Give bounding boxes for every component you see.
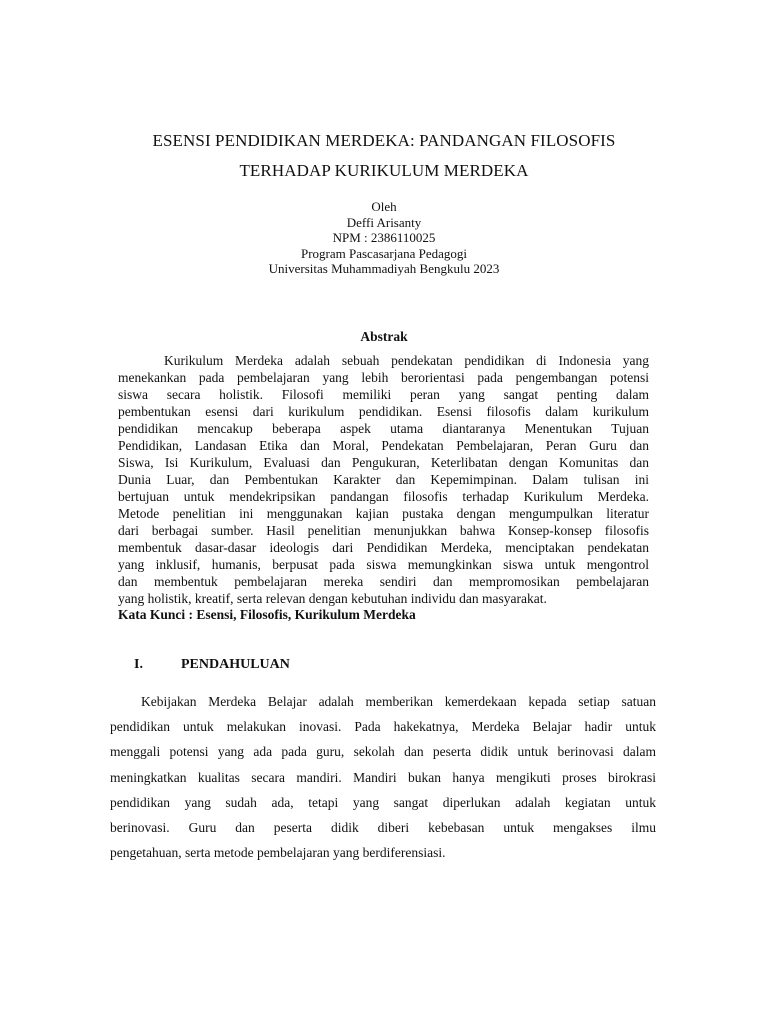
abstract-line: pembentukan esensi dari kurikulum pendidikan. Esensi filosofis dalam kurikulum [118, 404, 649, 419]
author-block [120, 199, 648, 277]
abstract-line: Siswa, Isi Kurikulum, Evaluasi dan Pengukuran, Keterlibatan dengan Komunitas dan [118, 455, 649, 470]
introduction-body [110, 693, 656, 869]
abstract-line: siswa secara holistik. Filosofi memiliki peran yang sangat penting dalam [118, 387, 649, 402]
author-program: Program Pascasarjana Pedagogi [300, 245, 468, 261]
body-line: pendidikan untuk melakukan inovasi. Pada hakekatnya, Merdeka Belajar hadir untuk [110, 719, 656, 735]
section-heading [134, 657, 290, 673]
body-line: berinovasi. Guru dan peserta didik diberi kebebasan untuk mengakses ilmu [110, 819, 656, 835]
body-line: Kebijakan Merdeka Belajar adalah memberikan kemerdekaan kepada setiap satuan [141, 694, 656, 709]
abstract-heading: Abstrak [360, 329, 408, 344]
abstract-line: yang inklusif, humanis, berpusat pada siswa memungkinkan siswa untuk mengontrol [118, 557, 649, 572]
author-university: Universitas Muhammadiyah Bengkulu 2023 [268, 261, 500, 276]
abstract-line: Metode penelitian ini menggunakan kajian pustaka dengan mengumpulkan literatur [118, 506, 649, 521]
author-by: Oleh [371, 199, 397, 214]
abstract-line: pendidikan mencakup beberapa aspek utama diantaranya Menentukan Tujuan [118, 421, 649, 436]
section-title: PENDAHULUAN [181, 657, 290, 672]
abstract-line: membentuk dasar-dasar ideologis dari Pendidikan Merdeka, menciptakan pendekatan [118, 540, 649, 555]
abstract-line: yang holistik, kreatif, serta relevan dengan kebutuhan individu dan masyarakat. [118, 591, 547, 606]
abstract-line: dan membentuk pembelajaran mereka sendiri dan mempromosikan pembelajaran [118, 574, 649, 589]
abstract-line: menekankan pada pembelajaran yang lebih berorientasi pada pengembangan potensi [118, 370, 649, 385]
abstract-line: Pendidikan, Landasan Etika dan Moral, Pendekatan Pembelajaran, Peran Guru dan [118, 438, 649, 453]
paper-title-line-1: ESENSI PENDIDIKAN MERDEKA: PANDANGAN FILOSOFIS [152, 131, 616, 150]
abstract-line: dari berbagai sumber. Hasil penelitian menunjukkan bahwa Konsep-konsep filosofis [118, 523, 649, 538]
paper-title-line-2: TERHADAP KURIKULUM MERDEKA [239, 161, 529, 180]
body-line: pendidikan yang sudah ada, tetapi yang sangat diperlukan adalah kegiatan untuk [110, 794, 656, 810]
author-name: Deffi Arisanty [346, 214, 422, 230]
abstract-line: bertujuan untuk mendekripsikan pandangan filosofis terhadap Kurikulum Merdeka. [118, 489, 649, 504]
abstract-line: Dunia Luar, dan Pembentukan Karakter dan Kepemimpinan. Dalam tulisan ini [118, 472, 649, 487]
body-line: pengetahuan, serta metode pembelajaran yang berdiferensiasi. [110, 845, 446, 861]
keywords: Kata Kunci : Esensi, Filosofis, Kurikulum Merdeka [118, 607, 416, 622]
abstract-line: Kurikulum Merdeka adalah sebuah pendekatan pendidikan di Indonesia yang [164, 353, 649, 368]
author-npm: NPM : 2386110025 [332, 230, 436, 245]
section-number: I. [134, 657, 143, 672]
abstract-body [118, 352, 649, 607]
body-line: meningkatkan kualitas secara mandiri. Mandiri bukan hanya mengikuti proses birokrasi [110, 769, 656, 785]
body-line: menggali potensi yang ada pada guru, sekolah dan peserta didik untuk berinovasi dalam [110, 744, 656, 760]
